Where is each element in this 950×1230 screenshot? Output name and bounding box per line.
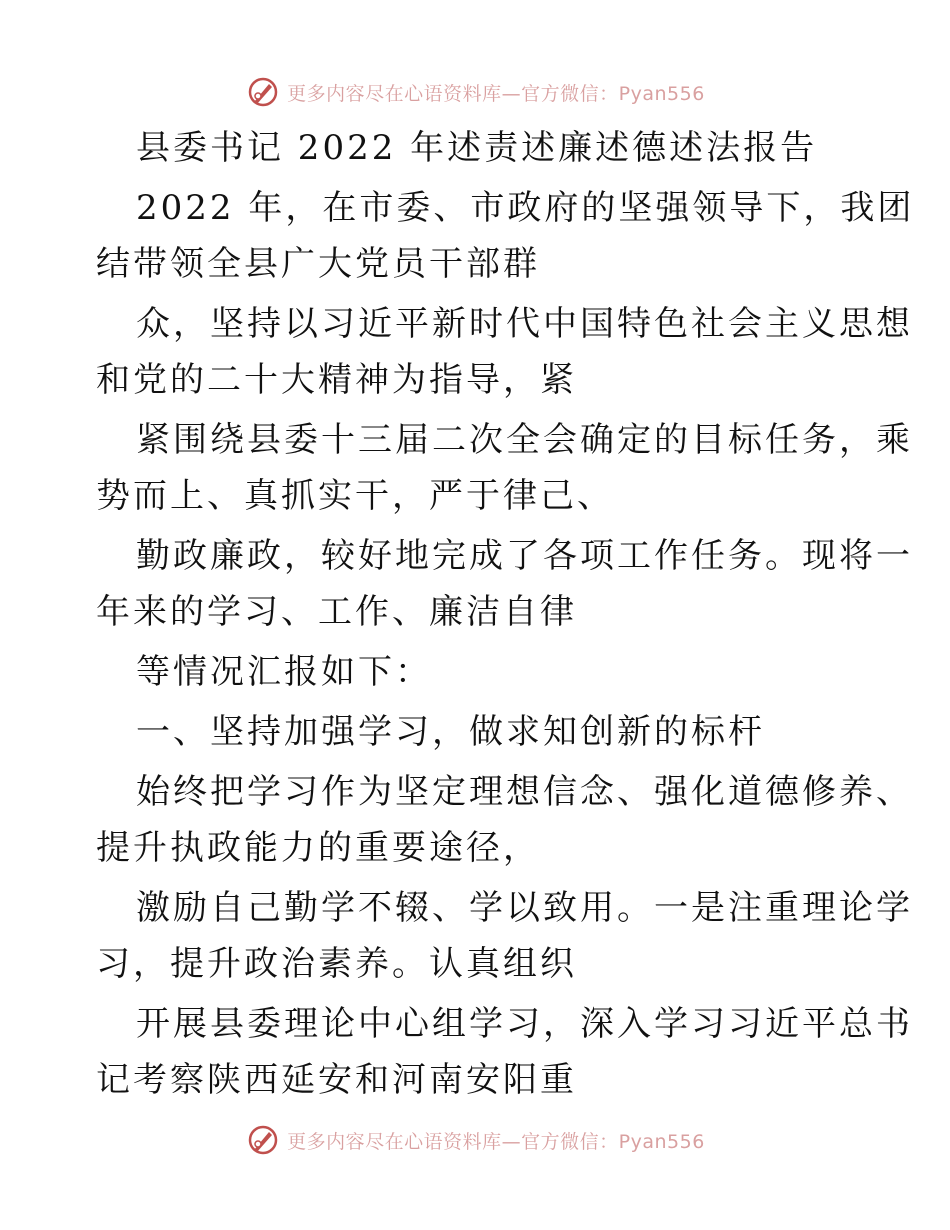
paragraph-line: 紧围绕县委十三届二次全会确定的目标任务，乘	[136, 420, 913, 460]
paragraph-line: 结带领全县广大党员干部群	[96, 244, 540, 284]
document-title: 县委书记 2022 年述责述廉述德述法报告	[136, 128, 818, 168]
quill-stamp-icon	[245, 1122, 281, 1158]
header-watermark	[0, 70, 950, 114]
footer-watermark	[0, 1118, 950, 1162]
paragraph-line: 年来的学习、工作、廉洁自律	[96, 592, 577, 632]
paragraph-line: 众，坚持以习近平新时代中国特色社会主义思想	[136, 304, 913, 344]
paragraph-line: 勤政廉政，较好地完成了各项工作任务。现将一	[136, 536, 913, 576]
quill-stamp-icon	[245, 74, 281, 110]
paragraph-line: 记考察陕西延安和河南安阳重	[96, 1060, 577, 1100]
paragraph-line: 和党的二十大精神为指导，紧	[96, 360, 577, 400]
section-heading: 一、坚持加强学习，做求知创新的标杆	[136, 712, 765, 752]
paragraph-line: 开展县委理论中心组学习，深入学习习近平总书	[136, 1004, 913, 1044]
watermark-text: 更多内容尽在心语资料库—官方微信：Pyan556	[287, 82, 705, 105]
paragraph-line: 始终把学习作为坚定理想信念、强化道德修养、	[136, 772, 913, 812]
paragraph-line: 习，提升政治素养。认真组织	[96, 944, 577, 984]
paragraph-line: 势而上、真抓实干，严于律己、	[96, 476, 614, 516]
paragraph-line: 2022 年，在市委、市政府的坚强领导下，我团	[136, 188, 915, 228]
paragraph-line: 等情况汇报如下：	[136, 652, 432, 692]
watermark-text: 更多内容尽在心语资料库—官方微信：Pyan556	[287, 1130, 705, 1153]
paragraph-line: 提升执政能力的重要途径，	[96, 828, 540, 868]
paragraph-line: 激励自己勤学不辍、学以致用。一是注重理论学	[136, 888, 913, 928]
